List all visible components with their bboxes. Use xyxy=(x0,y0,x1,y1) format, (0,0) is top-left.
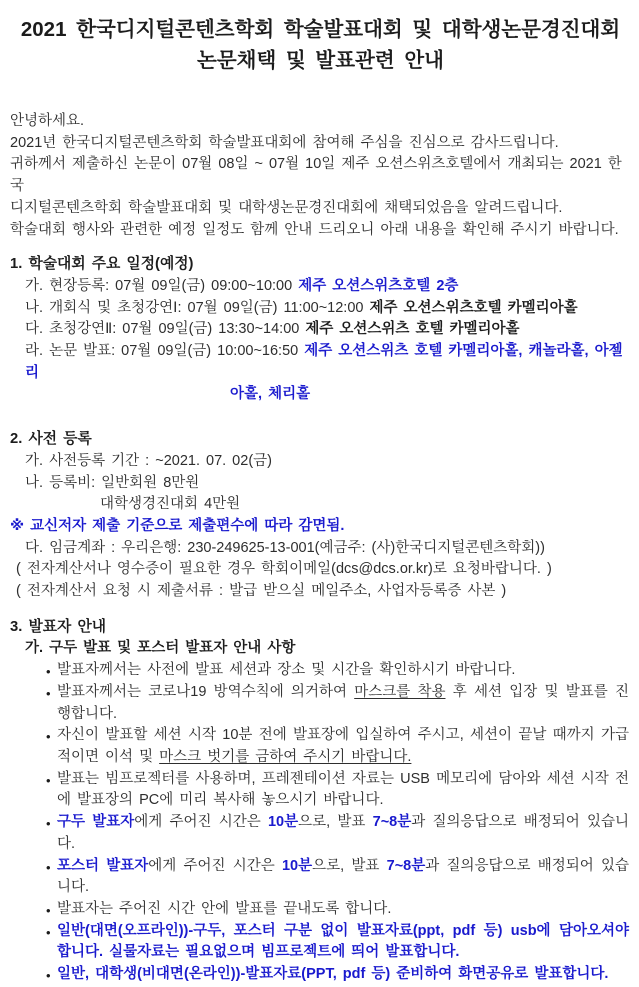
invoice-note xyxy=(10,581,631,603)
text-segment: 자신이 발표할 세션 시작 10분 전에 발표장에 입실하여 주시고, 세션이 끝날 때까지 가급적이면 이석 및 xyxy=(57,727,629,765)
schedule-item-paper-presentation xyxy=(10,341,631,384)
text-segment: 발표자께서는 코로나19 방역수칙에 의거하여 xyxy=(57,683,355,700)
bullet-finish-on-time xyxy=(10,899,631,921)
bank-account xyxy=(10,538,631,560)
discount-notice xyxy=(10,516,631,538)
schedule-item-onsite-registration xyxy=(10,276,631,298)
text-segment: 2021년 한국디지털콘텐츠학회 학술발표대회에 참여해 주심을 진심으로 감사드립니다. xyxy=(10,134,559,151)
schedule-item-paper-presentation-wrap xyxy=(10,384,631,406)
highlight-text: 10분 xyxy=(267,814,299,831)
text-segment: ( 전자계산서나 영수증이 필요한 경우 학회이메일(dcs@dcs.or.kr)로 요청바랍니다. ) xyxy=(16,561,552,578)
section-schedule-body xyxy=(10,276,631,406)
highlight-text: 구두 발표자 xyxy=(57,814,135,831)
highlight-text: 10분 xyxy=(281,857,313,874)
text-segment: 안녕하세요. xyxy=(10,113,85,129)
registration-fee-general xyxy=(10,473,631,495)
bullet-offline-materials xyxy=(10,921,631,964)
text-segment: 학술대회 행사와 관련한 예정 일정도 함께 안내 드리오니 아래 내용을 확인해 주시기 바랍니다. xyxy=(10,221,619,238)
highlight-text: 제주 오션스위츠호텔 2층 xyxy=(298,277,459,294)
highlight-text: 일반, 대학생(비대면(온라인))-발표자료(PPT, pdf 등) 준비하여 화면공유로 발표합니다. xyxy=(57,966,609,983)
paragraph-line xyxy=(10,154,631,197)
highlight-text: 7~8분 xyxy=(386,857,426,874)
section-heading: 1. 학술대회 주요 일정(예정) xyxy=(10,256,194,273)
highlight-text: ※ 교신저자 제출 기준으로 제출편수에 따라 감면됨. xyxy=(10,517,345,534)
highlight-text: 아홀, 체리홀 xyxy=(230,386,311,403)
highlight-text: 7~8분 xyxy=(372,814,412,831)
document-title-line-1: 2021 한국디지털콘텐츠학회 학술발표대회 및 대학생논문경진대회 xyxy=(20,18,621,41)
text-segment: 라. 논문 발표: 07월 09일(금) 10:00~16:50 xyxy=(25,343,305,360)
text-segment: 대학생경진대회 4만원 xyxy=(100,496,241,513)
schedule-item-opening-ceremony xyxy=(10,298,631,320)
text-segment: 디지털콘텐츠학회 학술발표대회 및 대학생논문경진대회에 채택되었음을 알려드립니다. xyxy=(10,199,563,216)
bullet-online-materials xyxy=(10,964,631,986)
bullet-usb-copy xyxy=(10,769,631,812)
text-segment: 발표자께서는 사전에 발표 세션과 장소 및 시간을 확인하시기 바랍니다. xyxy=(57,662,516,679)
text-segment: 후 세션 입장 및 발표를 진행합니다. xyxy=(57,683,629,722)
paragraph-line xyxy=(10,198,631,220)
registration-fee-student xyxy=(10,494,631,516)
underlined-text: 마스크 벗기를 금하여 주시기 바랍니다. xyxy=(159,748,412,765)
highlight-text: 포스터 발표자 xyxy=(57,857,149,874)
schedule-item-invited-lecture-2 xyxy=(10,319,631,341)
section-presenter-guide xyxy=(10,617,631,986)
text-segment: 발표는 빔프로젝터를 사용하며, 프레젠테이션 자료는 USB 메모리에 담아와 세션 시작 전에 발표장의 PC에 미리 복사해 놓으시기 바랍니다. xyxy=(57,770,629,809)
section-schedule xyxy=(10,254,631,406)
section-registration xyxy=(10,429,631,603)
registration-period xyxy=(10,451,631,473)
document-title xyxy=(10,14,631,76)
underlined-text: 마스크를 착용 xyxy=(354,683,446,700)
paragraph-line xyxy=(10,220,631,242)
text-segment: 다. 임금계좌 : 우리은행: 230-249625-13-001(예금주: (사)한국디지털콘텐츠학회)) xyxy=(25,539,545,556)
bold-text: 제주 오션스위츠호텔 카멜리아홀 xyxy=(369,299,578,316)
section-registration-body xyxy=(10,451,631,603)
text-segment: 과 질의응답으로 배정되어 있습니다. xyxy=(57,857,629,896)
highlight-text: 일반(대면(오프라인))-구두, 포스터 구분 없이 발표자료(ppt, pdf 등) usb에 담아오셔야 합니다. 실물자료는 필요없으며 빔프로젝트에 띄어 발표합니다. xyxy=(57,922,629,961)
bullet-oral-time xyxy=(10,812,631,855)
text-segment: 에게 주어진 시간은 xyxy=(134,814,268,831)
bold-text: 제주 오션스위츠 호텔 카멜리아홀 xyxy=(305,321,520,338)
paragraph-line xyxy=(10,111,631,133)
bullet-check-session xyxy=(10,660,631,682)
section-heading: 3. 발표자 안내 xyxy=(10,618,107,635)
section-heading: 2. 사전 등록 xyxy=(10,431,92,448)
bullet-mask-required xyxy=(10,682,631,725)
presenter-subheading xyxy=(10,638,631,660)
text-segment: 으로, 발표 xyxy=(298,814,373,831)
text-segment: 발표자는 주어진 시간 안에 발표를 끝내도록 합니다. xyxy=(57,900,392,917)
text-segment: 귀하께서 제출하신 논문이 07월 08일 ~ 07월 10일 제주 오션스위츠호텔에서 개최되는 2021 한국 xyxy=(10,156,622,195)
text-segment: 가. 현장등록: 07월 09일(금) 09:00~10:00 xyxy=(25,277,299,294)
highlight-text: 제주 오션스위츠 호텔 카멜리아홀, 캐놀라홀, 아젤리 xyxy=(25,343,623,381)
text-segment: 나. 등록비: 일반회원 8만원 xyxy=(25,474,200,491)
text-segment: 가. 사전등록 기간 : ~2021. 07. 02(금) xyxy=(25,452,272,469)
receipt-note xyxy=(10,559,631,581)
bold-text: 가. 구두 발표 및 포스터 발표자 안내 사항 xyxy=(25,640,296,657)
paragraph-line xyxy=(10,133,631,155)
text-segment: 과 질의응답으로 배정되어 있습니다. xyxy=(57,814,629,852)
document-title-line-2: 논문채택 및 발표관련 안내 xyxy=(197,49,444,72)
bullet-poster-time xyxy=(10,856,631,899)
section-presenter-body xyxy=(10,638,631,985)
text-segment: 나. 개회식 및 초청강연Ⅰ: 07월 09일(금) 11:00~12:00 xyxy=(25,299,370,316)
text-segment: 다. 초청강연Ⅱ: 07월 09일(금) 13:30~14:00 xyxy=(25,321,306,338)
greeting-paragraph xyxy=(10,111,631,241)
text-segment: ( 전자계산서 요청 시 제출서류 : 발급 받으실 메일주소, 사업자등록증 사본 ) xyxy=(16,583,507,600)
bullet-arrive-early xyxy=(10,725,631,768)
text-segment: 으로, 발표 xyxy=(312,857,387,874)
text-segment: 에게 주어진 시간은 xyxy=(148,857,282,874)
